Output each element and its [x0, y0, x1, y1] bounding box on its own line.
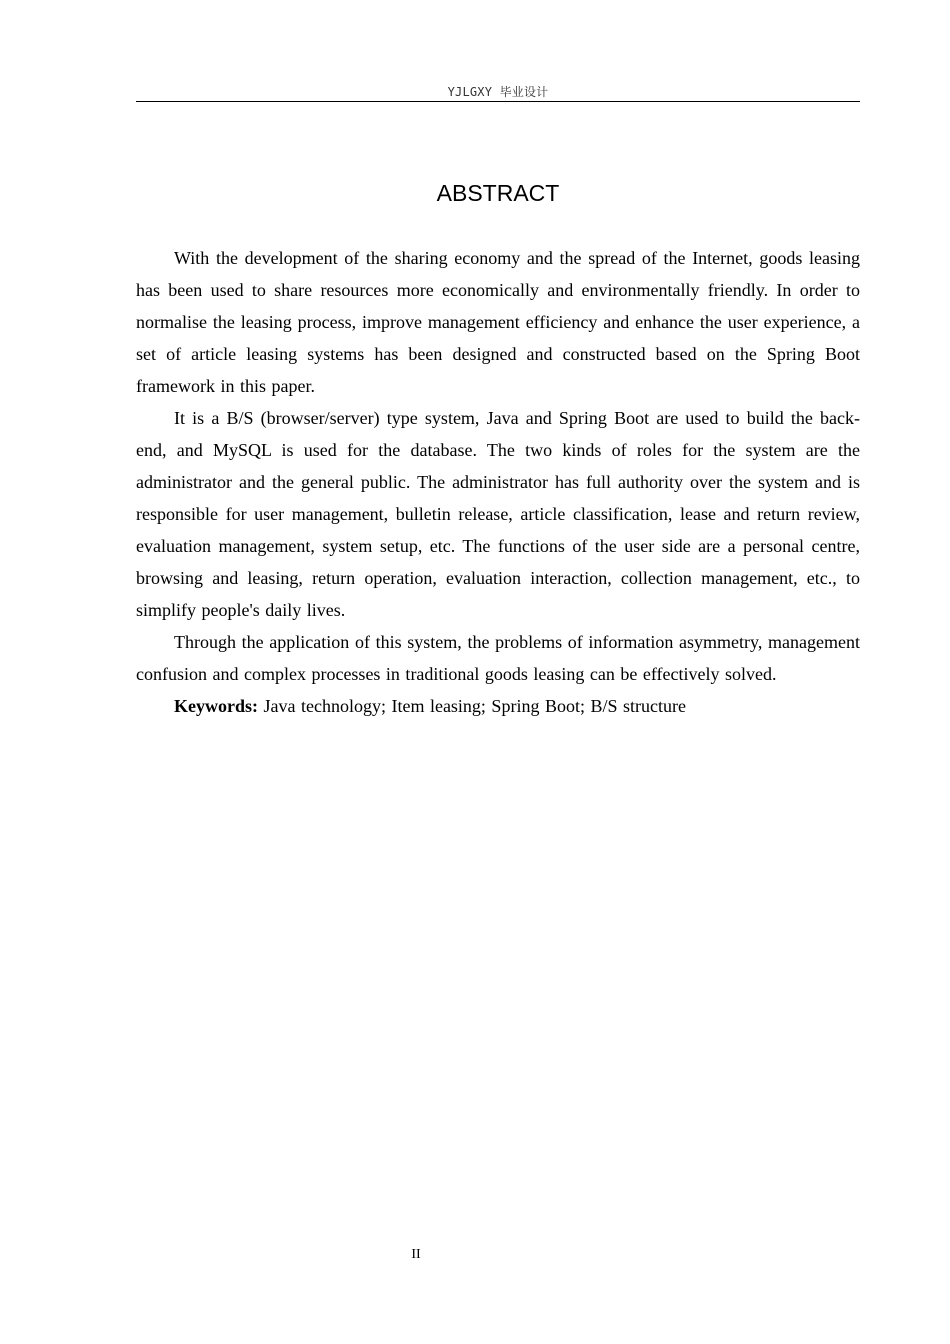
abstract-paragraph-2: It is a B/S (browser/server) type system, Java and Spring Boot are used to build the back-end, and MySQL is used for the database. The two kinds of roles for the system are the administrator and the general public. The administrator has full authority over the system and is responsible for user management, bulletin release, article classification, lease and return review, evaluation management, system setup, etc. The functions of the user side are a personal centre, browsing and leasing, return operation, evaluation interaction, collection management, etc., to simplify people's daily lives.	[136, 408, 860, 620]
keywords-line	[136, 690, 860, 722]
keywords-label: Keywords:	[174, 696, 258, 716]
abstract-paragraph-3: Through the application of this system, the problems of information asymmetry, management confusion and complex processes in traditional goods leasing can be effectively solved.	[136, 632, 860, 684]
page-header: YJLGXY 毕业设计	[136, 84, 860, 102]
page-number: II	[411, 1247, 421, 1262]
abstract-paragraph-1: With the development of the sharing economy and the spread of the Internet, goods leasing has been used to share resources more economically and environmentally friendly. In order to normalise the leasing process, improve management efficiency and enhance the user experience, a set of article leasing systems has been designed and constructed based on the Spring Boot framework in this paper.	[136, 248, 860, 396]
abstract-title: ABSTRACT	[436, 180, 560, 206]
abstract-body	[136, 242, 860, 722]
keywords-text: Java technology; Item leasing; Spring Boot; B/S structure	[263, 696, 686, 716]
